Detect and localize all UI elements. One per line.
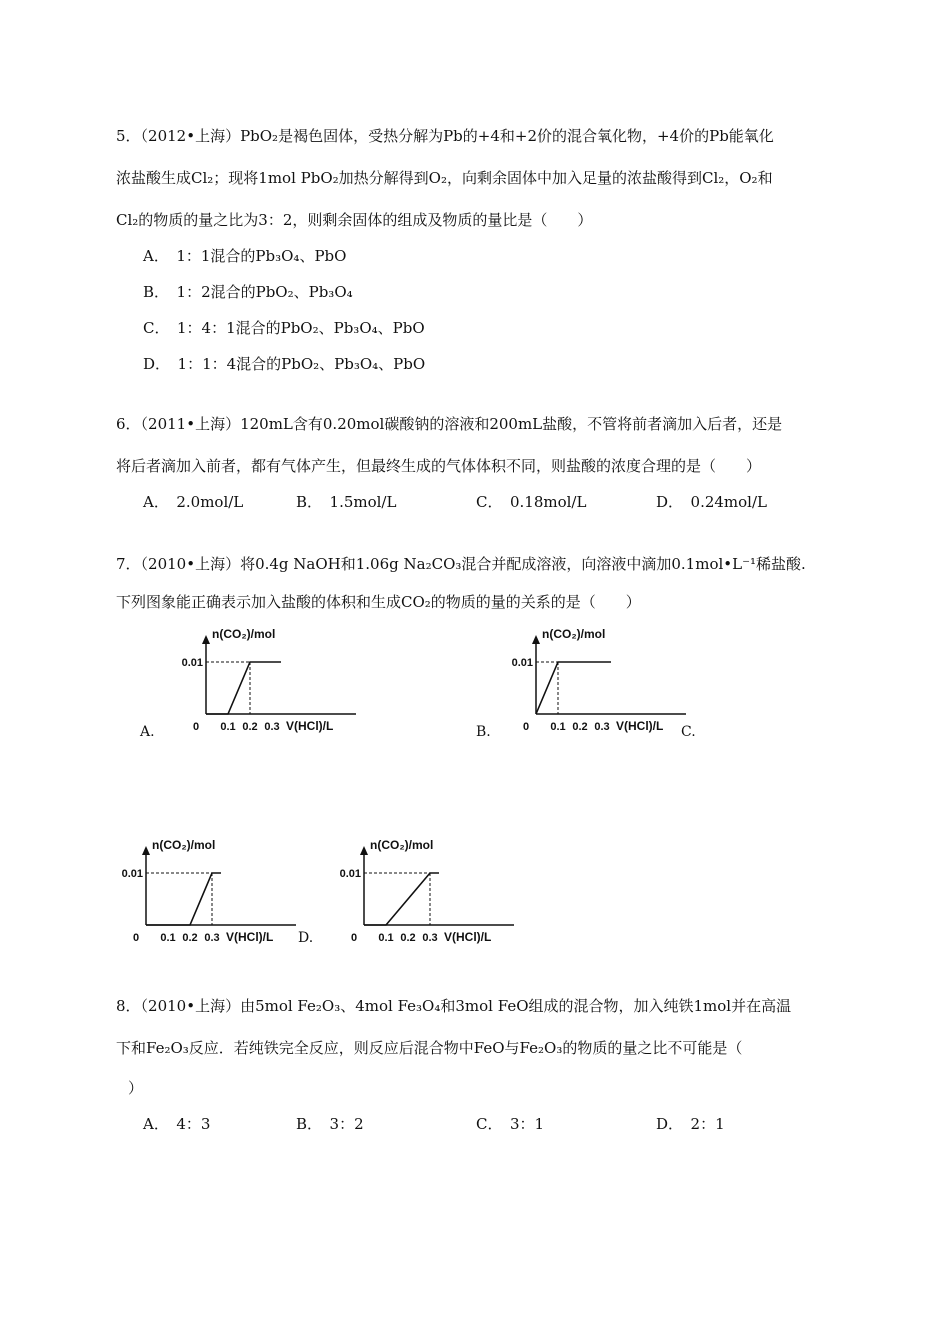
data-line — [364, 873, 439, 925]
x-tick-label: 0.1 — [550, 721, 566, 733]
x-axis-label: V(HCl)/L — [444, 930, 492, 944]
q7-label-d: D. — [298, 930, 314, 946]
y-axis-label: n(CO₂)/mol — [542, 627, 606, 641]
x-tick-label: 0.1 — [378, 932, 394, 944]
data-line — [146, 873, 221, 925]
q6-option-b: B． 1.5mol/L — [296, 493, 397, 511]
x-tick-label: 0.3 — [264, 721, 280, 733]
q6-option-c: C． 0.18mol/L — [476, 493, 587, 511]
q8-option-d: D． 2：1 — [656, 1115, 725, 1133]
x-axis-label: V(HCl)/L — [286, 719, 334, 733]
x-tick-label: 0 — [350, 932, 358, 944]
x-tick-label: 0.2 — [572, 721, 588, 733]
q8-line3: ） — [128, 1079, 144, 1097]
x-tick-label: 0.2 — [242, 721, 258, 733]
graph-c — [121, 833, 300, 951]
q5-option-a: A． 1：1混合的Pb₃O₄、PbO — [143, 247, 347, 265]
y-axis-label: n(CO₂)/mol — [370, 838, 434, 852]
y-axis-arrow — [360, 846, 368, 855]
q7-label-c: C. — [681, 724, 696, 740]
q5-option-c: C． 1：4：1混合的PbO₂、Pb₃O₄、PbO — [143, 319, 425, 337]
x-axis-label: V(HCl)/L — [616, 719, 664, 733]
q7-line2: 下列图象能正确表示加入盐酸的体积和生成CO₂的物质的量的关系的是（ ） — [116, 593, 641, 611]
x-tick-label: 0.3 — [422, 932, 438, 944]
y-axis-label: n(CO₂)/mol — [212, 627, 276, 641]
x-axis-label: V(HCl)/L — [226, 930, 274, 944]
y-axis-arrow — [202, 635, 210, 644]
q5-option-d: D． 1：1：4混合的PbO₂、Pb₃O₄、PbO — [143, 355, 426, 373]
q8-line2: 下和Fe₂O₃反应．若纯铁完全反应，则反应后混合物中FeO与Fe₂O₃的物质的量之比不可能是（ — [116, 1039, 743, 1057]
x-tick-label: 0.3 — [594, 721, 610, 733]
y-axis-arrow — [142, 846, 150, 855]
q6-line1: 6．（2011•上海）120mL含有0.20mol碳酸钠的溶液和200mL盐酸，不管将前者滴加入后者，还是 — [116, 415, 783, 433]
graph-d — [339, 833, 518, 951]
x-tick-label: 0 — [522, 721, 530, 733]
y-axis-arrow — [532, 635, 540, 644]
q5-line2: 浓盐酸生成Cl₂；现将1mol PbO₂加热分解得到O₂，向剩余固体中加入足量的浓盐酸得到Cl₂，O₂和 — [116, 169, 773, 187]
y-tick-label: 0.01 — [339, 868, 361, 880]
data-line — [206, 662, 281, 714]
x-tick-label: 0.2 — [400, 932, 416, 944]
x-tick-label: 0 — [132, 932, 140, 944]
y-tick-label: 0.01 — [181, 657, 203, 669]
q8-option-a: A． 4：3 — [143, 1115, 211, 1133]
x-tick-label: 0 — [192, 721, 200, 733]
x-tick-label: 0.3 — [204, 932, 220, 944]
graph-a — [181, 622, 360, 740]
q7-label-a: A. — [140, 724, 155, 740]
q8-option-c: C． 3：1 — [476, 1115, 545, 1133]
q6-option-a: A． 2.0mol/L — [143, 493, 244, 511]
q6-line2: 将后者滴加入前者，都有气体产生，但最终生成的气体体积不同，则盐酸的浓度合理的是（ ） — [116, 457, 762, 475]
q5-option-b: B． 1：2混合的PbO₂、Pb₃O₄ — [143, 283, 353, 301]
y-tick-label: 0.01 — [121, 868, 143, 880]
q8-line1: 8．（2010•上海）由5mol Fe₂O₃、4mol Fe₃O₄和3mol FeO组成的混合物，加入纯铁1mol并在高温 — [116, 997, 792, 1015]
y-tick-label: 0.01 — [511, 657, 533, 669]
x-tick-label: 0.1 — [220, 721, 236, 733]
q8-option-b: B． 3：2 — [296, 1115, 364, 1133]
graph-b — [511, 622, 690, 740]
q6-option-d: D． 0.24mol/L — [656, 493, 767, 511]
y-axis-label: n(CO₂)/mol — [152, 838, 216, 852]
x-tick-label: 0.2 — [182, 932, 198, 944]
q5-line3: Cl₂的物质的量之比为3：2，则剩余固体的组成及物质的量比是（ ） — [116, 211, 593, 229]
data-line — [536, 662, 611, 714]
q7-label-b: B. — [476, 724, 491, 740]
x-tick-label: 0.1 — [160, 932, 176, 944]
q5-line1: 5．（2012•上海）PbO₂是褐色固体，受热分解为Pb的+4和+2价的混合氧化物，+4价的Pb能氧化 — [116, 127, 774, 145]
q7-line1: 7．（2010•上海）将0.4g NaOH和1.06g Na₂CO₃混合并配成溶液，向溶液中滴加0.1mol•L⁻¹稀盐酸. — [116, 555, 806, 573]
